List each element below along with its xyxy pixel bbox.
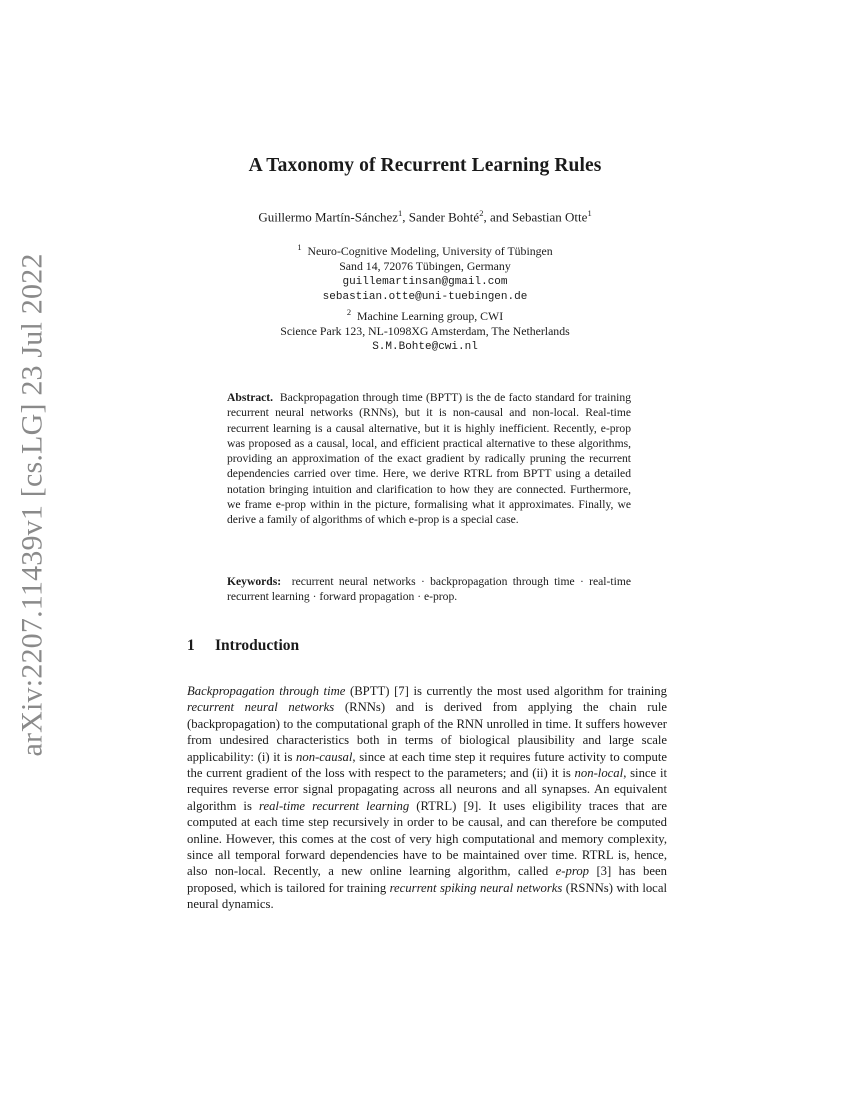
abstract-text: Backpropagation through time (BPTT) is the de facto standard for training recurrent neural networks (RNNs), but it is non-causal and non-local. Real-time recurrent learning is a causal alternative, but it is highly inefficient. Recently, e-prop was proposed as a causal, local, and efficient practical alternative to these algorithms, providing an approximation of the exact gradient by radically pruning the recurrent dependencies carried over time. Here, we derive RTRL from BPTT using a detailed notation bringing intuition and clarification to how they are connected. Furthermore, we frame e-prop within in the picture, formalising what it approximates. Finally, we derive a family of algorithms of which e-prop is a special case. <box>227 391 631 527</box>
author-separator: , and <box>483 209 512 225</box>
affiliations <box>0 240 850 355</box>
body-text: (BPTT) [7] is currently the most used algorithm for training <box>345 684 667 698</box>
body-text: (RTRL) [9]. It uses eligibility traces that are computed at each time step recursively in order to be causal, and can therefore be computed online. However, this comes at the cost of very high computational and memory complexity, since all temporal forward dependencies have to be maintained over time. RTRL is, hence, also non-local. Recently, a new online learning algorithm, called <box>187 798 667 879</box>
author-affil-mark: 1 <box>587 208 592 218</box>
keywords-label: Keywords: <box>227 575 282 588</box>
email-link[interactable]: sebastian.otte@uni-tuebingen.de <box>322 290 528 303</box>
abstract <box>227 390 631 528</box>
section-number: 1 <box>187 637 195 654</box>
affil-mark: 1 <box>297 242 302 252</box>
section-title: Introduction <box>215 637 300 654</box>
affiliation-1-address: Sand 14, 72076 Tübingen, Germany <box>339 259 511 274</box>
affiliation-1-name <box>0 240 850 259</box>
abstract-label: Abstract. <box>227 391 274 404</box>
introduction-paragraph <box>187 683 667 913</box>
paper-title: A Taxonomy of Recurrent Learning Rules <box>248 155 602 176</box>
emphasis-term: real-time recurrent learning <box>258 798 410 813</box>
emphasis-term: non-local <box>574 766 624 781</box>
author-name: Guillermo Martín-Sánchez <box>258 209 399 225</box>
emphasis-term: e-prop <box>555 864 590 879</box>
emphasis-term: recurrent spiking neural networks <box>389 880 563 895</box>
email-link[interactable]: S.M.Bohte@cwi.nl <box>372 340 478 353</box>
author-list <box>0 208 850 225</box>
affil-name: Neuro-Cognitive Modeling, University of Tübingen <box>307 243 553 258</box>
author-name: Sander Bohté <box>408 209 480 225</box>
author-separator: , <box>402 209 409 225</box>
body-text: (RNNs) and is derived from applying the chain rule (backpropagation) to the computational graph of the RNN unrolled in time. It suffers however from undesired characteristics both in terms of biological plausibility and large scale applicability: (i) it is <box>187 700 667 764</box>
affiliation-2-address: Science Park 123, NL-1098XG Amsterdam, The Netherlands <box>280 324 570 339</box>
arxiv-identifier-stamp <box>8 253 58 757</box>
emphasis-term: recurrent neural networks <box>187 700 335 715</box>
arxiv-stamp-text: arXiv:2207.11439v1 [cs.LG] 23 Jul 2022 <box>16 253 50 757</box>
affil-mark: 2 <box>346 307 352 318</box>
email-link[interactable]: guillemartinsan@gmail.com <box>342 275 508 288</box>
affil-name: Machine Learning group, CWI <box>357 309 504 324</box>
keywords <box>227 574 631 605</box>
body-text: , since it requires reverse error signal propagating across all neurons and all synapses. An equivalent algorithm is <box>187 766 667 813</box>
emphasis-term: Backpropagation through time <box>187 684 346 698</box>
body-text: , since at each time step it requires future activity to compute the current gradient of the loss with respect to the parameters; and (ii) it is <box>187 749 667 781</box>
body-text: (RSNNs) with local neural dynamics. <box>187 880 667 912</box>
section-heading-introduction <box>187 637 299 655</box>
author-affil-mark: 1 <box>398 208 403 218</box>
keywords-text: recurrent neural networks · backpropagation through time · real-time recurrent learning · forward propagation · e-prop. <box>227 575 631 604</box>
author-name: Sebastian Otte <box>511 209 588 225</box>
author-affil-mark: 2 <box>479 208 484 218</box>
affiliation-2-name <box>0 305 850 324</box>
emphasis-term: non-causal <box>296 749 353 764</box>
body-text: [3] has been proposed, which is tailored for training <box>187 864 667 895</box>
